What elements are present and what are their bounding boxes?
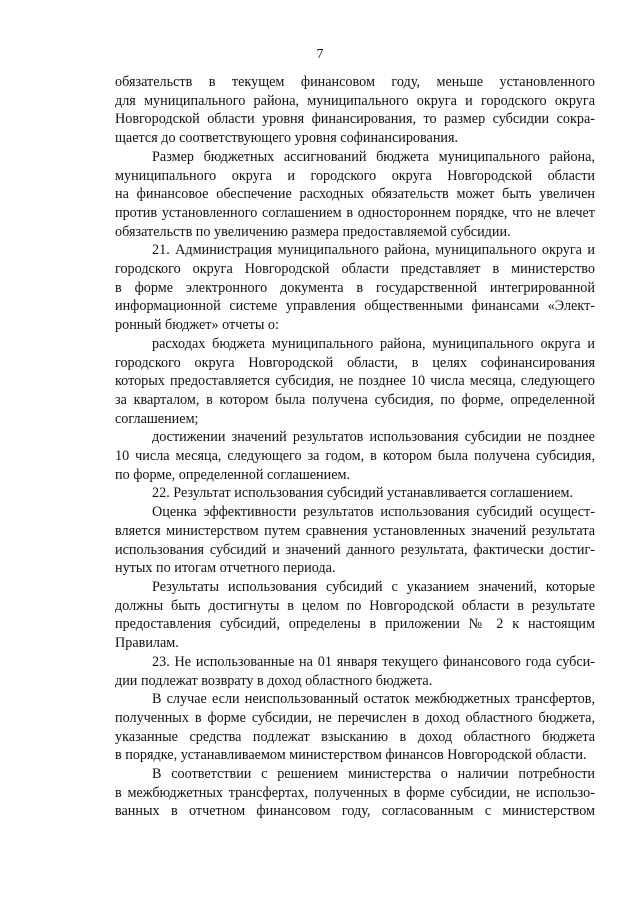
text-line: в форме электронного документа в государственной интегрированной	[115, 279, 595, 296]
text-line: указанные средства подлежат взысканию в доход областного бюджета	[115, 728, 595, 745]
text-line: должны быть достигнуты в целом по Новгородской области в результате	[115, 597, 595, 614]
text-line: полученных в форме субсидии, не перечислен в доход областного бюджета,	[115, 709, 595, 726]
text-line: которых предоставляется субсидия, не позднее 10 числа месяца, следующего	[115, 373, 595, 390]
text-line: Новгородской области уровня финансирования, то размер субсидии сокра-	[115, 111, 595, 128]
text-line: Оценка эффективности результатов использования субсидий осущест-	[152, 504, 595, 521]
text-line: нутых по итогам отчетного периода.	[115, 560, 336, 577]
text-line: 10 числа месяца, следующего за годом, в котором была получена субсидия,	[115, 448, 595, 465]
text-line: против установленного соглашением в одностороннем порядке, что не влечет	[115, 204, 595, 221]
text-line: Результаты использования субсидий с указанием значений, которые	[152, 578, 595, 595]
text-line: на финансовое обеспечение расходных обязательств может быть увеличен	[115, 186, 595, 203]
text-line: обязательств в текущем финансовом году, меньше установленного	[115, 74, 595, 90]
text-line: использования субсидий и значений данного результата, фактически достиг-	[115, 541, 595, 558]
text-line: расходах бюджета муниципального района, муниципального округа и	[152, 335, 595, 352]
text-line: 22. Результат использования субсидий устанавливается соглашением.	[152, 485, 574, 502]
text-line: муниципального округа и городского округа Новгородской области	[115, 167, 595, 184]
text-line: предоставления субсидий, определены в приложении № 2 к настоящим	[115, 616, 595, 633]
text-line: ванных в отчетном финансовом году, согласованным с министерством	[115, 803, 595, 820]
text-line: Правилам.	[115, 635, 179, 652]
text-line: для муниципального района, муниципального округа и городского округа	[115, 92, 595, 109]
text-line: 21. Администрация муниципального района, муниципального округа и	[152, 242, 595, 259]
text-line: ронный бюджет» отчеты о:	[115, 317, 279, 334]
document-body	[115, 73, 595, 821]
text-line: дии подлежат возврату в доход областного бюджета.	[115, 672, 433, 689]
text-line: соглашением;	[115, 410, 199, 427]
text-line: в межбюджетных трансфертах, полученных в форме субсидии, не использо-	[115, 784, 595, 801]
text-line: щается до соответствующего уровня софинансирования.	[115, 130, 459, 147]
page-number: 7	[316, 47, 324, 62]
text-line: В соответствии с решением министерства о наличии потребности	[152, 766, 595, 783]
text-line: обязательств по увеличению размера предоставляемой субсидии.	[115, 223, 511, 240]
text-line: городского округа Новгородской области представляет в министерство	[115, 261, 595, 278]
text-line: Размер бюджетных ассигнований бюджета муниципального района,	[152, 148, 595, 165]
text-line: 23. Не использованные на 01 января текущего финансового года субси-	[152, 653, 595, 670]
text-line: информационной системе управления общественными финансами «Элект-	[115, 298, 595, 315]
text-line: по форме, определенной соглашением.	[115, 466, 351, 483]
text-line: городского округа Новгородской области, в целях софинансирования	[115, 354, 595, 371]
text-line: в порядке, устанавливаемом министерством финансов Новгородской области.	[115, 747, 587, 764]
text-line: за кварталом, в котором была получена субсидия, по форме, определенной	[115, 391, 595, 408]
text-line: вляется министерством путем сравнения установленных значений результата	[115, 522, 595, 539]
text-line: В случае если неиспользованный остаток межбюджетных трансфертов,	[152, 691, 595, 708]
text-line: достижении значений результатов использования субсидии не позднее	[152, 429, 595, 446]
